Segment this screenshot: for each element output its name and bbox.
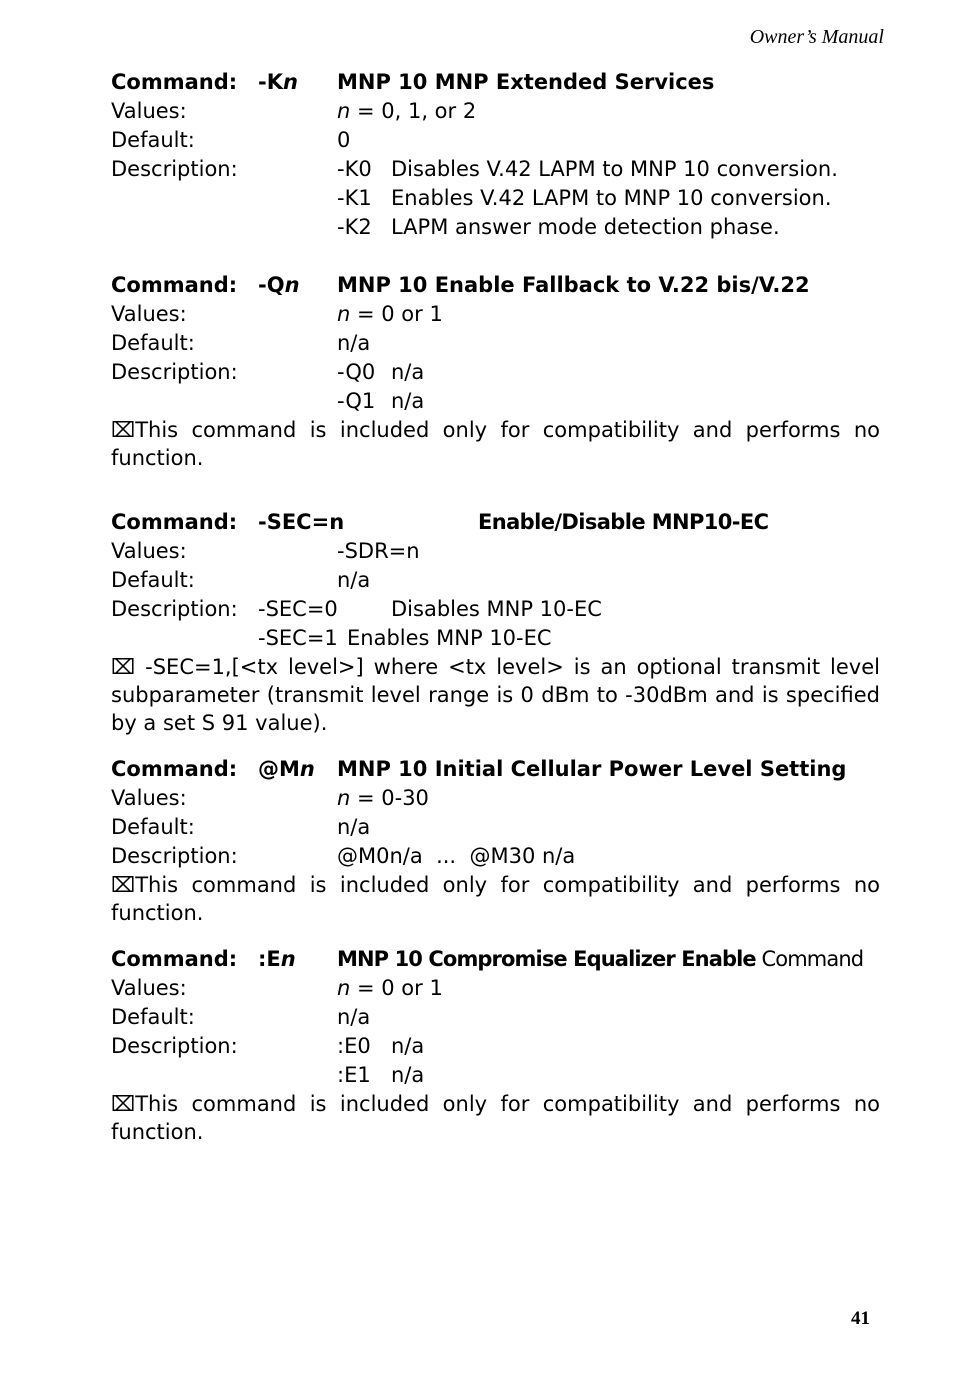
values-row <box>111 97 880 126</box>
description-code: :E0 <box>337 1034 371 1058</box>
values-row <box>111 537 880 566</box>
values-text: n = 0, 1, or 2 <box>337 99 477 123</box>
description-row <box>111 1032 880 1061</box>
default-row <box>111 813 880 842</box>
description-label: Description: <box>111 360 238 384</box>
default-label: Default: <box>111 815 195 839</box>
description-code: -Q1 <box>337 389 376 413</box>
values-label: Values: <box>111 539 187 563</box>
command-code: -SEC=n <box>258 510 345 534</box>
description-row <box>111 842 880 871</box>
description-row <box>111 387 880 416</box>
values-text: n = 0-30 <box>337 786 429 810</box>
description-label: Description: <box>111 597 238 621</box>
command-code: -Qn <box>258 273 300 297</box>
values-row <box>111 784 880 813</box>
description-label: Description: <box>111 157 238 181</box>
running-header: Owner’s Manual <box>749 26 884 48</box>
description-code: -SEC=0 <box>258 597 338 621</box>
default-row <box>111 329 880 358</box>
description-code: -K2 <box>337 215 372 239</box>
default-value: 0 <box>337 128 351 152</box>
default-row <box>111 1003 880 1032</box>
command-title: Enable/Disable MNP10-EC <box>478 510 769 534</box>
description-row <box>111 624 880 653</box>
description-text: LAPM answer mode detection phase. <box>391 215 780 239</box>
values-text: n = 0 or 1 <box>337 302 443 326</box>
description-code: -SEC=1 <box>258 626 338 650</box>
default-value: n/a <box>337 815 371 839</box>
description-text: n/a <box>391 389 425 413</box>
command-title: MNP 10 Enable Fallback to V.22 bis/V.22 <box>337 273 810 297</box>
description-row <box>111 358 880 387</box>
note-paragraph <box>111 416 880 472</box>
command-row <box>111 508 880 537</box>
values-text: n = 0 or 1 <box>337 976 443 1000</box>
description-code: -K1 <box>337 186 372 210</box>
values-label: Values: <box>111 976 187 1000</box>
description-text: Enables MNP 10-EC <box>347 626 552 650</box>
page-content <box>111 68 880 1146</box>
description-label: Description: <box>111 844 238 868</box>
default-row <box>111 126 880 155</box>
description-row <box>111 184 880 213</box>
default-label: Default: <box>111 1005 195 1029</box>
command-section-mn <box>111 755 880 927</box>
command-row <box>111 68 880 97</box>
description-row <box>111 595 880 624</box>
description-row <box>111 213 880 242</box>
note-icon: ⌧ <box>111 1092 136 1116</box>
command-label: Command: <box>111 273 238 297</box>
description-row <box>111 1061 880 1090</box>
note-icon: ⌧ <box>111 418 136 442</box>
default-value: n/a <box>337 568 371 592</box>
command-section-qn <box>111 271 880 472</box>
default-value: n/a <box>337 1005 371 1029</box>
command-section-sec <box>111 508 880 737</box>
command-section-kn <box>111 68 880 242</box>
command-title: MNP 10 Compromise Equalizer Enable Command <box>337 947 864 971</box>
values-text: -SDR=n <box>337 539 420 563</box>
description-text: Disables MNP 10-EC <box>391 597 602 621</box>
note-paragraph <box>111 653 880 737</box>
values-label: Values: <box>111 99 187 123</box>
note-text: This command is included only for compatibility and performs no function. <box>111 1092 880 1144</box>
description-code: -Q0 <box>337 360 376 384</box>
note-text: -SEC=1,[<tx level>] where <tx level> is an optional transmit level subparameter (transmit level range is 0 dBm to -30dBm and is specified by a set S 91 value). <box>111 655 880 735</box>
default-label: Default: <box>111 331 195 355</box>
description-text: n/a <box>391 1034 425 1058</box>
command-row <box>111 271 880 300</box>
values-label: Values: <box>111 786 187 810</box>
default-label: Default: <box>111 128 195 152</box>
command-row <box>111 945 880 974</box>
values-row <box>111 300 880 329</box>
default-value: n/a <box>337 331 371 355</box>
note-text: This command is included only for compatibility and performs no function. <box>111 873 880 925</box>
default-row <box>111 566 880 595</box>
command-title: MNP 10 MNP Extended Services <box>337 70 715 94</box>
note-paragraph <box>111 871 880 927</box>
page-number: 41 <box>851 1308 870 1329</box>
values-label: Values: <box>111 302 187 326</box>
command-code: :En <box>258 947 296 971</box>
description-text: Disables V.42 LAPM to MNP 10 conversion. <box>391 157 838 181</box>
command-label: Command: <box>111 70 238 94</box>
values-row <box>111 974 880 1003</box>
description-text: n/a <box>391 1063 425 1087</box>
note-text: This command is included only for compatibility and performs no function. <box>111 418 880 470</box>
default-label: Default: <box>111 568 195 592</box>
description-text: Enables V.42 LAPM to MNP 10 conversion. <box>391 186 832 210</box>
description-row <box>111 155 880 184</box>
description-code: -K0 <box>337 157 372 181</box>
description-text: n/a <box>391 360 425 384</box>
command-title: MNP 10 Initial Cellular Power Level Setting <box>337 757 847 781</box>
command-label: Command: <box>111 757 238 781</box>
command-code: @Mn <box>258 757 315 781</box>
command-row <box>111 755 880 784</box>
command-label: Command: <box>111 947 238 971</box>
note-icon: ⌧ <box>111 873 136 897</box>
note-icon: ⌧ <box>111 655 136 679</box>
command-code: -Kn <box>258 70 298 94</box>
command-section-en <box>111 945 880 1146</box>
command-label: Command: <box>111 510 238 534</box>
description-code: :E1 <box>337 1063 371 1087</box>
description-label: Description: <box>111 1034 238 1058</box>
note-paragraph <box>111 1090 880 1146</box>
description-text: @M0n/a ... @M30 n/a <box>337 844 576 868</box>
